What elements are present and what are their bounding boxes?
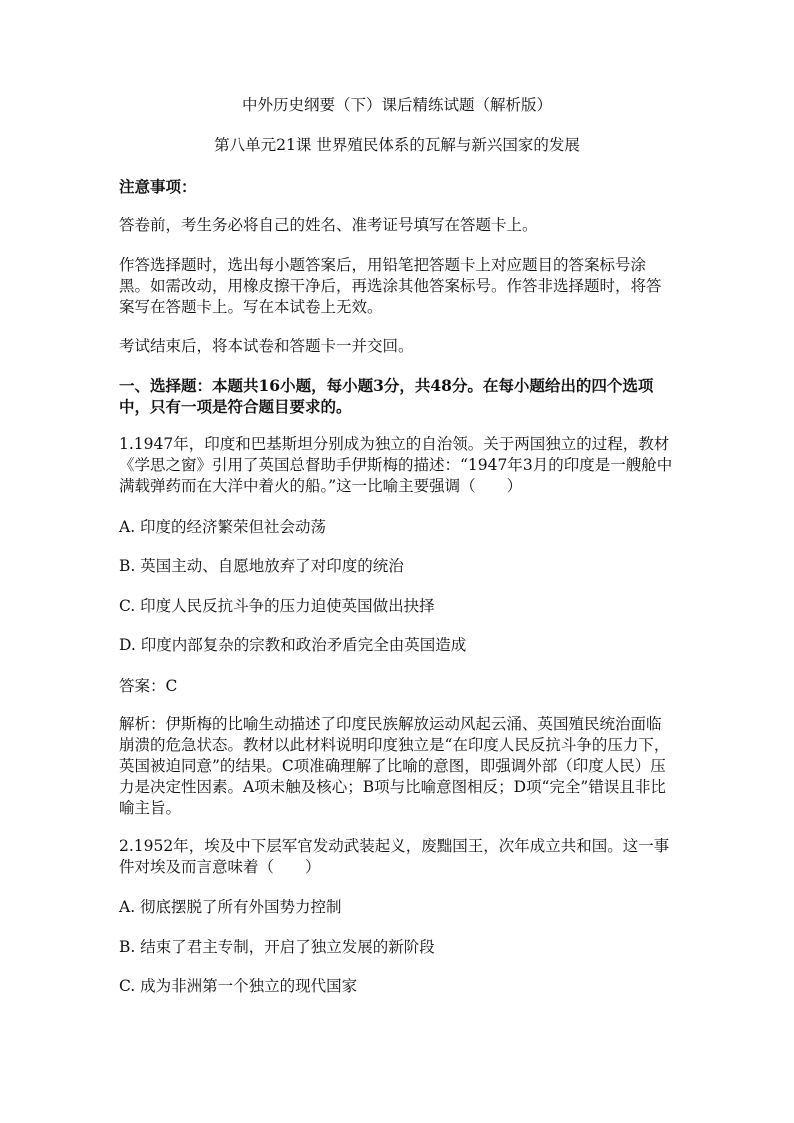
question-option: C. 印度人民反抗斗争的压力迫使英国做出抉择 [119,597,435,615]
question-option: A. 彻底摆脱了所有外国势力控制 [119,898,342,916]
notice-item: 答卷前，考生务必将自己的姓名、准考证号填写在答题卡上。 [119,216,538,234]
document-subtitle: 第八单元21课 世界殖民体系的瓦解与新兴国家的发展 [214,136,580,154]
notice-item: 作答选择题时，选出每小题答案后，用铅笔把答题卡上对应题目的答案标号涂黑。如需改动，用橡皮擦干净后，再选涂其他答案标号。作答非选择题时，将答案写在答题卡上。写在本试卷上无效。 [119,256,662,316]
question-option: C. 成为非洲第一个独立的现代国家 [119,977,358,995]
answer-text: 答案：C [119,677,178,695]
analysis-text: 解析：伊斯梅的比喻生动描述了印度民族解放运动风起云涌、英国殖民统治面临崩溃的危急状态。教材以此材料说明印度独立是“在印度人民反抗斗争的压力下，英国被迫同意”的结果。C项准确理解了比喻的意图，即强调外部（印度人民）压力是决定性因素。A项未触及核心；B项与比喻意图相反；D项“完全”错误且非比喻主旨。 [119,715,670,817]
question-option: B. 英国主动、自愿地放弃了对印度的统治 [119,557,404,575]
notice-item: 考试结束后，将本试卷和答题卡一并交回。 [119,337,414,355]
section-heading: 一、选择题：本题共16小题，每小题3分，共48分。在每小题给出的四个选项中，只有一项是符合题目要求的。 [119,376,654,416]
question-stem: 2.1952年，埃及中下层军官发动武装起义，废黜国王，次年成立共和国。这一事件对埃及而言意味着（ ） [119,837,670,876]
question-option: D. 印度内部复杂的宗教和政治矛盾完全由英国造成 [119,636,467,654]
notice-heading: 注意事项： [119,177,197,196]
document-title: 中外历史纲要（下）课后精练试题（解析版） [241,96,552,114]
question-option: A. 印度的经济繁荣但社会动荡 [119,518,327,536]
question-stem: 1.1947年，印度和巴基斯坦分别成为独立的自治领。关于两国独立的过程，教材《学思之窗》引用了英国总督助手伊斯梅的描述：“1947年3月的印度是一艘舱中满载弹药而在大洋中着火的船。”这一比喻主要强调（ ） [119,435,673,495]
question-option: B. 结束了君主专制，开启了独立发展的新阶段 [119,938,435,956]
